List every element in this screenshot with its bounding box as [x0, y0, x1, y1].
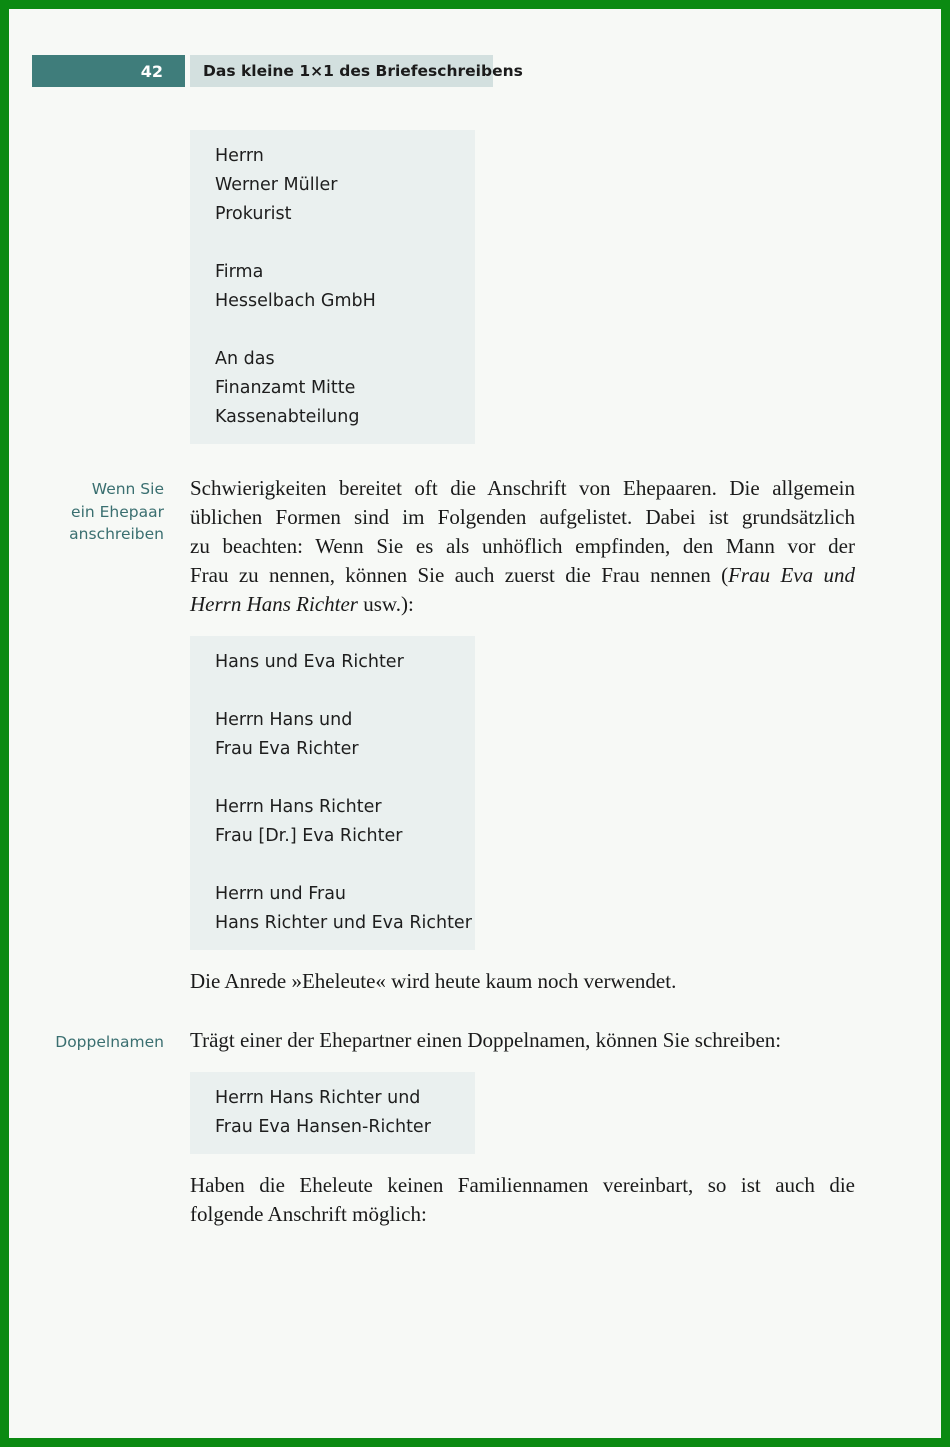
margin-note-ehepaar: [69, 478, 164, 546]
margin-note-line: Wenn Sie: [91, 480, 164, 498]
address-line: Firma: [215, 262, 264, 282]
address-line: Hans und Eva Richter: [215, 652, 404, 672]
address-line: Herrn und Frau: [215, 884, 347, 904]
text-run: usw.):: [357, 592, 414, 616]
address-line: Frau Eva Richter: [215, 739, 359, 759]
text-run: Frau zu nennen, können Sie auch zuerst die Frau nennen (: [190, 563, 729, 587]
address-line: Finanzamt Mitte: [215, 378, 356, 398]
address-example-box-2: [190, 636, 475, 950]
address-line: Prokurist: [215, 204, 292, 224]
italic-example: Herrn Hans Richter: [190, 592, 358, 616]
address-line: Hans Richter und Eva Richter: [215, 913, 472, 933]
text-line: [190, 561, 855, 590]
margin-note-doppelnamen: [55, 1031, 164, 1054]
text-line: [190, 590, 855, 619]
margin-note-line: Doppelnamen: [55, 1033, 164, 1051]
text-line: üblichen Formen sind im Folgenden aufgelistet. Dabei ist grundsätzlich: [190, 505, 855, 529]
address-line: Hesselbach GmbH: [215, 291, 376, 311]
paragraph-eheleute: [190, 967, 855, 996]
address-line: Frau Eva Hansen-Richter: [215, 1117, 431, 1137]
italic-example: Frau Eva und: [728, 563, 855, 587]
text-line: Schwierigkeiten bereitet oft die Anschrift von Ehepaaren. Die allgemein: [190, 476, 855, 500]
address-line: Herrn Hans Richter und: [215, 1088, 421, 1108]
chapter-title: Das kleine 1×1 des Briefeschreibens: [190, 55, 493, 87]
paragraph-ehepaar: [190, 474, 855, 619]
address-line: An das: [215, 349, 275, 369]
text-line: zu beachten: Wenn Sie es als unhöflich empfinden, den Mann vor der: [190, 534, 855, 558]
margin-note-line: anschreiben: [69, 525, 164, 543]
text-line: folgende Anschrift möglich:: [190, 1202, 427, 1226]
address-example-box-3: [190, 1072, 475, 1154]
paragraph-doppelnamen: [190, 1026, 855, 1055]
address-line: Kassenabteilung: [215, 407, 360, 427]
address-line: Werner Müller: [215, 175, 338, 195]
text-line: Haben die Eheleute keinen Familiennamen vereinbart, so ist auch die: [190, 1173, 855, 1197]
page-number: 42: [32, 55, 185, 87]
address-line: Frau [Dr.] Eva Richter: [215, 826, 403, 846]
address-line: Herrn Hans und: [215, 710, 353, 730]
text-line: Trägt einer der Ehepartner einen Doppelnamen, können Sie schreiben:: [190, 1028, 782, 1052]
address-line: Herrn Hans Richter: [215, 797, 382, 817]
address-line: Herrn: [215, 146, 264, 166]
address-example-box-1: [190, 130, 475, 444]
paragraph-familienname: [190, 1171, 855, 1229]
text-line: Die Anrede »Eheleute« wird heute kaum noch verwendet.: [190, 969, 677, 993]
margin-note-line: ein Ehepaar: [71, 502, 164, 521]
